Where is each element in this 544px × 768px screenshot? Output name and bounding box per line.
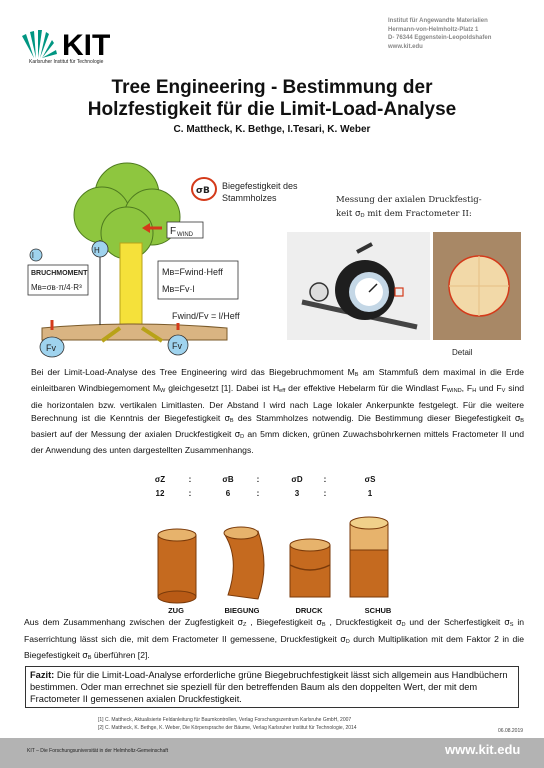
address-link[interactable]: www.kit.edu <box>388 43 423 50</box>
reference-1: [1] C. Mattheck, Aktualisierte Feldanleitung für Baumkontrollen, Verlag Forschungszentrum Karlsruhe GmbH, 2007 <box>98 717 352 723</box>
ratio-value-s: 1 <box>367 489 373 498</box>
reference-2: [2] C. Mattheck, K. Bethge, K. Weber, Die Körpersprache der Bäume, Verlag Karlsruher Institut für Technologie, 2014 <box>98 725 357 731</box>
p2-text: Aus dem Zusammenhang zwischen der Zugfestigkeit $\sigma_Z$ , Biegefestigkeit $\sigma_B$ , Druckfestigkeit $\sigma_D$ und der Scherfestigkeit $\sigma_S$ in Faserrichtung lässt sich die, mit dem Fractometer II gemessene, Druckfestigkeit $\sigma_D$ durch Multiplikation mit dem Faktor 2 in die Biegefestigkeit $\sigma_B$ überführen [2]. <box>24 617 525 661</box>
svg-text:Mв=Fwind·Heff: Mв=Fwind·Heff <box>162 267 223 277</box>
detail-photo <box>433 232 521 340</box>
sample-label-biegung: BIEGUNG <box>224 606 260 615</box>
measurement-line2: keit $\sigma_D$ mit dem Fractometer II: <box>336 209 472 219</box>
poster-date: 06.08.2019 <box>498 728 524 734</box>
svg-text:Fwind/Fv = l/Heff: Fwind/Fv = l/Heff <box>172 311 240 321</box>
address-line: D- 76344 Eggenstein-Leopoldshafen <box>388 35 492 41</box>
svg-text:Mв=Fv·l: Mв=Fv·l <box>162 284 195 294</box>
conclusion-text: Die für die Limit-Load-Analyse erforderliche grüne Biegebruchfestigkeit lässt sich allgemein aus Handbüchern bestimmen. Oder man errechnet sie speziell für den betreffenden Baum als den doppelten Wert, der mit dem Fractometer II gemessenen axialen Druckfestigkeit. <box>30 670 508 704</box>
sample-label-schub: SCHUB <box>364 606 392 615</box>
ratio-colon: : <box>323 475 327 484</box>
body-paragraph-2 <box>24 616 524 666</box>
ground <box>42 324 227 340</box>
detail-label: Detail <box>452 348 473 357</box>
sample-label-zug: ZUG <box>168 606 184 615</box>
ratio-symbol-s: σS <box>364 475 376 484</box>
ratio-symbol-b: σB <box>222 475 234 484</box>
svg-text:l: l <box>32 251 34 260</box>
bending-strength-label <box>222 180 298 204</box>
ratio-colon: : <box>256 475 260 484</box>
body-paragraph-1 <box>31 366 524 458</box>
bf-label-line1: Biegefestigkeit des <box>222 181 298 191</box>
sigma-b-symbol: σB <box>196 186 210 196</box>
svg-text:Fv: Fv <box>46 343 56 353</box>
svg-text:WIND: WIND <box>177 232 193 238</box>
svg-text:F: F <box>170 226 177 237</box>
measurement-caption <box>336 193 526 223</box>
sample-zug <box>158 529 196 603</box>
conclusion-label: Fazit: <box>30 670 55 680</box>
conclusion-box <box>25 666 519 708</box>
svg-text:Mв=σв·π/4·R³: Mв=σв·π/4·R³ <box>31 283 82 292</box>
ratio-value-d: 3 <box>294 489 300 498</box>
ratio-value-b: 6 <box>225 489 231 498</box>
sample-biegung <box>224 527 264 599</box>
sample-schub <box>350 517 388 597</box>
sample-label-druck: DRUCK <box>295 606 323 615</box>
wood-samples <box>140 505 400 605</box>
bf-label-line2: Stammholzes <box>222 193 277 203</box>
footer-tagline: KIT – Die Forschungsuniversität in der Helmholtz-Gemeinschaft <box>27 748 169 754</box>
sample-druck <box>290 539 330 597</box>
fractometer-photo <box>287 232 430 340</box>
title-line-1: Tree Engineering - Bestimmung der <box>111 77 433 98</box>
moment-label: BRUCHMOMENT <box>31 270 88 277</box>
ratio-colon: : <box>323 489 327 498</box>
references <box>98 716 518 732</box>
ratio-colon: : <box>188 475 192 484</box>
footer-website-link[interactable]: www.kit.edu <box>445 742 521 757</box>
p1-text: Bei der Limit-Load-Analyse des Tree Engineering wird das Biegebruchmoment $M_B$ am Stammfuß dem maximal in die Erde einleitbaren Windbiegemoment $M_W$ gleichgesetzt [1]. Dabei ist $H_{eff}$ der effektive Hebelarm für die Windlast $F_{WIND}$, $F_H$ und $F_V$ sind die horizontalen bzw. vertikalen Limitlasten. Der Abstand l wird nach Lage lokaler Ankerpunkte festgelegt. Für die weitere Berechnung ist die Kenntnis der Biegefestigkeit $\sigma_B$ des Stammholzes notwendig. Die Bestimmung dieser Biegefestigkeit $\sigma_B$ basiert auf der Messung der axialen Druckfestigkeit $\sigma_D$ an 5mm dicken, grünen Zuwachsbohrkernen mittels Fractometer II und der Anwendung des unten dargestellten Zusammenhangs. <box>31 367 525 456</box>
bending-strength-badge <box>190 176 218 207</box>
measurement-line1: Messung der axialen Druckfestig- <box>336 195 482 205</box>
authors: C. Mattheck, K. Bethge, I.Tesari, K. Weber <box>173 124 371 135</box>
ratio-colon: : <box>256 489 260 498</box>
title-line-2: Holzfestigkeit für die Limit-Load-Analyse <box>87 99 457 120</box>
institute-address <box>388 17 538 51</box>
ratio-symbol-d: σD <box>291 475 303 484</box>
ratio-colon: : <box>188 489 192 498</box>
svg-text:Fv: Fv <box>172 341 182 351</box>
address-line: Hermann-von-Helmholtz-Platz 1 <box>388 26 479 33</box>
logo-subtitle: Karlsruher Institut für Technologie <box>29 59 104 65</box>
poster-title <box>0 77 544 121</box>
logo-wordmark: KIT <box>62 29 111 62</box>
tree-trunk <box>120 243 142 328</box>
svg-text:H: H <box>94 246 100 255</box>
address-line: Institut für Angewandte Materialien <box>388 18 488 24</box>
ratio-value-z: 12 <box>155 489 165 498</box>
ratio-symbol-z: σZ <box>154 475 166 484</box>
